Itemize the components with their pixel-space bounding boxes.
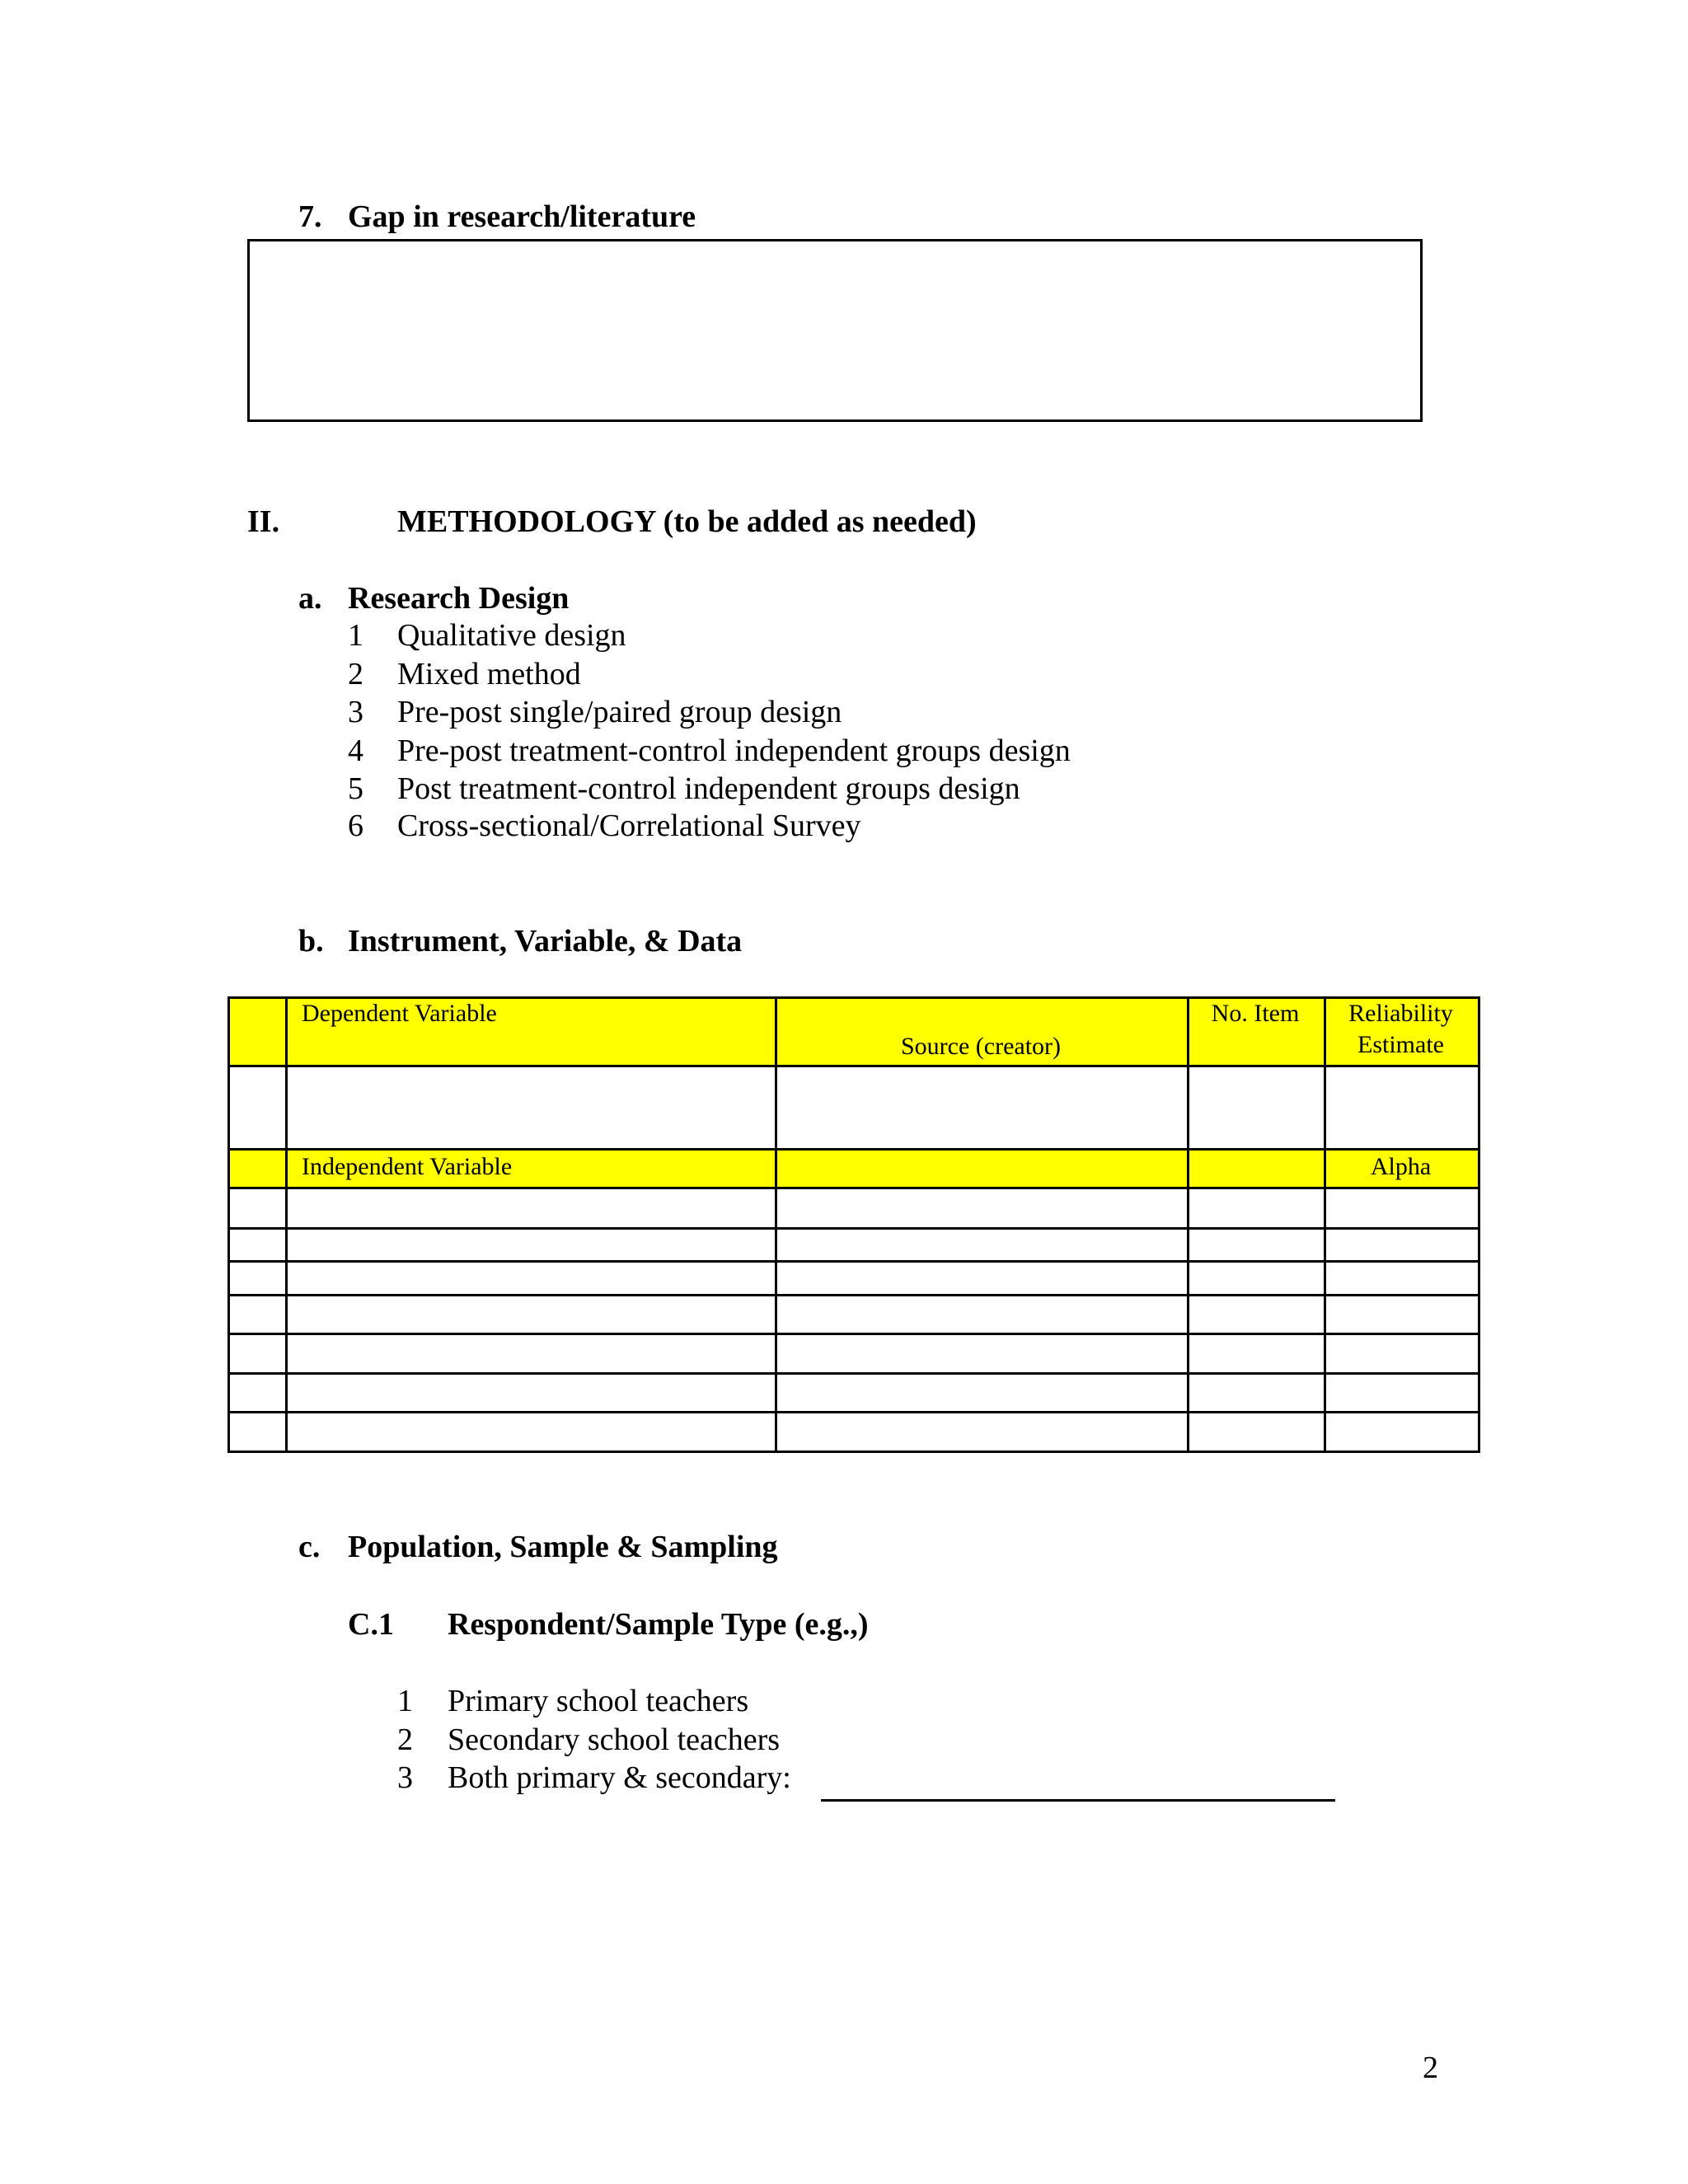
design-item-number: 1 bbox=[348, 618, 363, 653]
respondent-subsection-number: C.1 bbox=[348, 1607, 394, 1642]
instrument-table bbox=[227, 996, 1480, 1453]
independent-variable-label: Independent Variable bbox=[302, 1153, 513, 1180]
design-item-pre-post-treatment: Pre-post treatment-control independent groups design bbox=[397, 733, 1071, 768]
gap-heading: Gap in research/literature bbox=[348, 199, 696, 234]
estimate-label: Estimate bbox=[1357, 1031, 1444, 1058]
design-item-qualitative: Qualitative design bbox=[397, 618, 626, 653]
respondent-item-primary: Primary school teachers bbox=[448, 1684, 749, 1718]
design-item-number: 6 bbox=[348, 808, 363, 843]
source-label: Source (creator) bbox=[900, 1033, 1062, 1060]
page-number: 2 bbox=[1423, 2050, 1438, 2085]
methodology-number: II. bbox=[247, 504, 280, 539]
gap-text-box[interactable] bbox=[247, 239, 1423, 422]
respondent-item-number: 2 bbox=[397, 1722, 413, 1757]
respondent-item-both: Both primary & secondary: bbox=[448, 1760, 791, 1795]
design-heading: Research Design bbox=[348, 581, 570, 616]
dependent-variable-label: Dependent Variable bbox=[302, 1000, 497, 1027]
respondent-item-secondary: Secondary school teachers bbox=[448, 1722, 781, 1757]
no-item-label: No. Item bbox=[1211, 1000, 1300, 1027]
gap-number: 7. bbox=[298, 199, 322, 234]
design-item-mixed: Mixed method bbox=[397, 657, 581, 691]
respondent-item-number: 1 bbox=[397, 1684, 413, 1718]
fill-in-blank-line[interactable] bbox=[821, 1799, 1335, 1802]
population-letter: c. bbox=[298, 1530, 321, 1564]
instrument-heading: Instrument, Variable, & Data bbox=[348, 924, 743, 958]
design-item-number: 5 bbox=[348, 771, 363, 806]
design-item-number: 4 bbox=[348, 733, 363, 768]
population-heading: Population, Sample & Sampling bbox=[348, 1530, 778, 1564]
design-item-number: 2 bbox=[348, 657, 363, 691]
reliability-label: Reliability bbox=[1348, 1000, 1453, 1027]
design-item-number: 3 bbox=[348, 695, 363, 729]
design-item-pre-post-single: Pre-post single/paired group design bbox=[397, 695, 842, 729]
design-item-post-treatment: Post treatment-control independent groups design bbox=[397, 771, 1020, 806]
methodology-heading: METHODOLOGY (to be added as needed) bbox=[397, 504, 977, 539]
design-letter: a. bbox=[298, 581, 322, 616]
design-item-cross-sectional: Cross-sectional/Correlational Survey bbox=[397, 808, 861, 843]
alpha-label: Alpha bbox=[1370, 1153, 1432, 1180]
respondent-subsection-heading: Respondent/Sample Type (e.g.,) bbox=[448, 1607, 869, 1642]
respondent-item-number: 3 bbox=[397, 1760, 413, 1795]
instrument-letter: b. bbox=[298, 924, 324, 958]
